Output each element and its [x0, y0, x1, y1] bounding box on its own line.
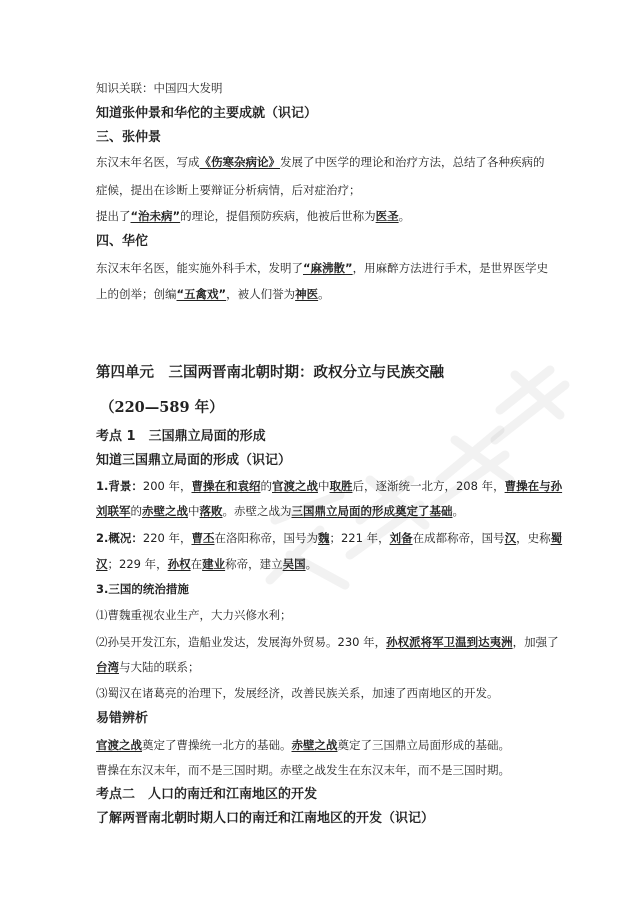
- text-run: 。: [398, 209, 411, 223]
- text-run: 的理论，提倡预防疾病，他被后世称为: [180, 209, 376, 223]
- paragraph-line: ⑶蜀汉在诸葛亮的治理下，发展经济，改善民族关系，加速了西南地区的开发。: [96, 686, 499, 700]
- text-run: 后，逐渐统一北方，208 年，: [352, 479, 505, 493]
- text-run: ；221 年，: [329, 531, 390, 545]
- key-term: 赤壁之战: [291, 738, 338, 752]
- subsection-heading: 三、张仲景: [96, 130, 162, 145]
- paragraph-line: [96, 659, 200, 675]
- text-run: 200 年，: [142, 479, 192, 493]
- text-run: 与大陆的联系；: [119, 660, 200, 674]
- text-run: 奠定了曹操统一北方的基础。: [142, 738, 292, 752]
- text-run: 220 年，: [142, 531, 192, 545]
- text-run: 在: [190, 557, 203, 571]
- key-term: 孙权派将军卫温到达夷洲: [386, 635, 513, 649]
- text-run: 。: [452, 504, 464, 518]
- text-run: 东汉末年名医，写成: [96, 155, 200, 169]
- paragraph-line: [96, 286, 330, 302]
- paragraph-line: [96, 556, 317, 572]
- key-term: 取胜: [329, 479, 353, 493]
- text-run: 。赤壁之战为: [222, 504, 292, 518]
- text-run: 提出了: [96, 209, 131, 223]
- key-term: “治未病”: [130, 209, 181, 223]
- paragraph-line: [96, 208, 410, 224]
- subsection-heading: 四、华佗: [96, 234, 149, 249]
- item-label: 3.三国的统治措施: [96, 582, 189, 596]
- paragraph-line: 曹操在东汉末年，而不是三国时期。赤壁之战发生在东汉末年，而不是三国时期。: [96, 763, 510, 777]
- paragraph-line: [96, 478, 562, 494]
- paragraph-line: [96, 634, 559, 650]
- unit-title: 第四单元 三国两晋南北朝时期：政权分立与民族交融: [96, 364, 444, 381]
- section-heading: 知道张仲景和华佗的主要成就（识记）: [96, 106, 318, 121]
- text-run: ，被人们誉为: [226, 287, 296, 301]
- paragraph-line: [96, 154, 545, 170]
- key-term: 曹丕: [191, 531, 215, 545]
- item-label: 1.背景：: [96, 479, 143, 493]
- key-term: 赤壁之战: [142, 504, 188, 518]
- key-term: 曹操在和袁绍: [191, 479, 261, 493]
- text-run: ；229 年，: [107, 557, 168, 571]
- text-run: 在成都称帝，国号: [412, 531, 505, 545]
- paragraph-line: [96, 260, 548, 276]
- key-term: 魏: [317, 531, 330, 545]
- text-run: 的: [130, 504, 142, 518]
- text-run: 东汉末年名医，能实施外科手术，发明了: [96, 261, 303, 275]
- key-term: 曹操在与孙: [504, 479, 563, 493]
- section-heading: 易错辨析: [96, 711, 149, 726]
- text-run: 。: [318, 287, 330, 301]
- key-term: 《伤寒杂病论》: [199, 155, 280, 169]
- key-term: 汉: [504, 531, 517, 545]
- text-run: 中: [317, 479, 330, 493]
- text-run: 在洛阳称帝，国号为: [214, 531, 318, 545]
- key-term: “五禽戏”: [176, 287, 227, 301]
- key-term: 官渡之战: [271, 479, 318, 493]
- key-term: 汉: [96, 557, 108, 571]
- paragraph-line: [96, 503, 464, 519]
- section-heading: 了解两晋南北朝时期人口的南迁和江南地区的开发（识记）: [96, 811, 435, 826]
- text-run: 发展了中医学的理论和治疗方法，总结了各种疾病的: [280, 155, 545, 169]
- paragraph-line: [96, 737, 510, 753]
- key-term: 蜀: [550, 531, 563, 545]
- text-run: ，用麻醉方法进行手术，是世界医学史: [352, 261, 549, 275]
- key-term: “麻沸散”: [303, 261, 353, 275]
- key-term: 神医: [295, 287, 319, 301]
- text-run: 的: [260, 479, 272, 493]
- text-run: ，史称: [516, 531, 551, 545]
- text-run: 。: [305, 557, 318, 571]
- text-run: 称帝，建立: [225, 557, 283, 571]
- paragraph-line: [96, 530, 562, 546]
- knowledge-link: 知识关联：中国四大发明: [96, 81, 223, 95]
- key-term: 台湾: [96, 660, 119, 674]
- key-term: 吴国: [282, 557, 306, 571]
- key-term: 建业: [202, 557, 226, 571]
- exam-point-heading: 考点二 人口的南迁和江南地区的开发: [96, 787, 318, 802]
- key-term: 官渡之战: [96, 738, 142, 752]
- key-term: 落败: [199, 504, 223, 518]
- text-run: ，加强了: [512, 635, 559, 649]
- key-term: 三国鼎立局面的形成奠定了基础: [291, 504, 453, 518]
- exam-point-heading: 考点 1 三国鼎立局面的形成: [96, 429, 266, 444]
- key-term: 刘备: [389, 531, 413, 545]
- text-run: 中: [188, 504, 200, 518]
- text-run: 奠定了三国鼎立局面形成的基础。: [337, 738, 510, 752]
- unit-years: （220—589 年）: [100, 399, 224, 416]
- key-term: 刘联军: [96, 504, 131, 518]
- text-run: ⑵孙吴开发江东，造船业发达，发展海外贸易。230 年，: [96, 635, 387, 649]
- key-term: 孙权: [167, 557, 191, 571]
- text-run: 上的创举；创编: [96, 287, 177, 301]
- paragraph-line: 症候，提出在诊断上要辩证分析病情，后对症治疗；: [96, 183, 361, 197]
- item-label: 2.概况：: [96, 531, 143, 545]
- key-term: 医圣: [375, 209, 399, 223]
- section-heading: 知道三国鼎立局面的形成（识记）: [96, 453, 292, 468]
- paragraph-line: ⑴曹魏重视农业生产，大力兴修水利；: [96, 608, 292, 622]
